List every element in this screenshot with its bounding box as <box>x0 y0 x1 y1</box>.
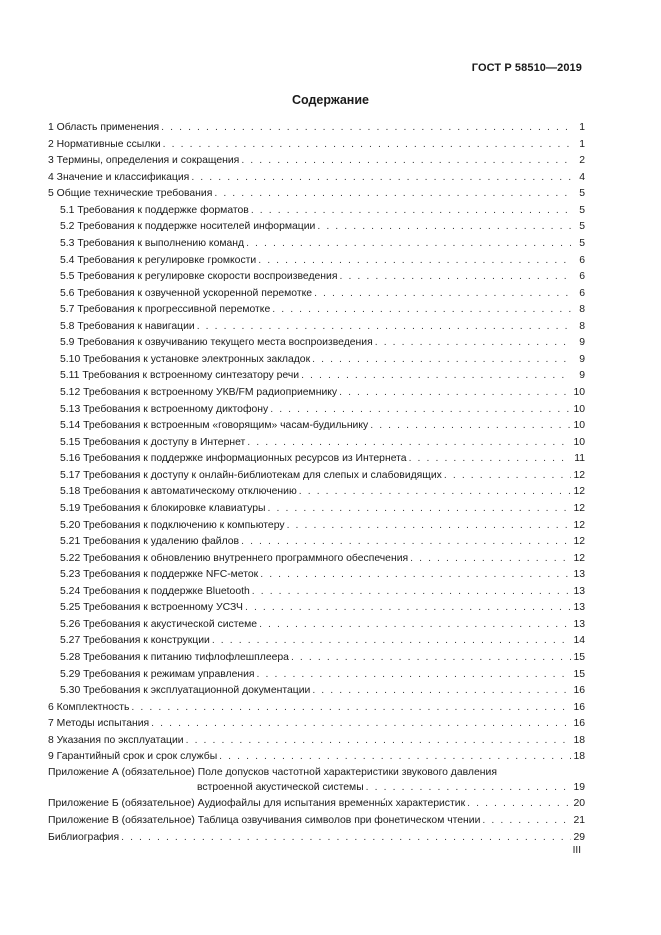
toc-entry <box>48 137 585 154</box>
toc-entry-page: 9 <box>579 353 585 365</box>
toc-entry-page: 13 <box>573 618 585 630</box>
toc-entry-page: 6 <box>579 271 585 283</box>
toc-entry-label: 1 Область применения <box>48 122 160 133</box>
dot-leader <box>121 830 571 847</box>
toc-entry-page: 12 <box>573 502 585 514</box>
toc-entry <box>48 650 585 667</box>
toc-entry-page: 9 <box>579 337 585 349</box>
dot-leader <box>259 617 571 634</box>
toc-entry-label: 5.1 Требования к поддержке форматов <box>60 204 249 216</box>
toc-entry-page: 12 <box>573 469 585 481</box>
toc-entry <box>48 813 585 830</box>
toc-entry-label: 6 Комплектность <box>48 701 130 713</box>
dot-leader <box>409 451 571 468</box>
toc-entry <box>48 385 585 402</box>
toc-entry-page: 10 <box>573 403 585 415</box>
toc-entry-page: 10 <box>573 420 585 432</box>
toc-entry-page: 1 <box>579 122 585 133</box>
toc-entry-page: 8 <box>579 304 585 316</box>
dot-leader <box>317 219 571 236</box>
dot-leader <box>151 716 571 733</box>
dot-leader <box>241 534 571 551</box>
toc-entry <box>48 368 585 385</box>
toc-entry-label: 5.23 Требования к поддержке NFC-меток <box>60 569 259 581</box>
toc-entry <box>48 683 585 700</box>
dot-leader <box>268 501 572 518</box>
dot-leader <box>161 120 571 137</box>
toc-entry-page: 12 <box>573 536 585 548</box>
toc-entry-label: 5.9 Требования к озвучиванию текущего места воспроизведения <box>60 337 373 349</box>
toc-entry-label: 5.14 Требования к встроенным «говорящим» часам-будильнику <box>60 420 369 432</box>
toc-entry-label: 5.16 Требования к поддержке информационных ресурсов из Интернета <box>60 453 407 465</box>
toc-title: Содержание <box>291 93 369 107</box>
toc-entry-page: 4 <box>579 171 585 183</box>
dot-leader <box>251 203 571 220</box>
toc-entry-label: 5.10 Требования к установке электронных закладок <box>60 353 311 365</box>
dot-leader <box>291 650 571 667</box>
toc-entry <box>48 186 585 203</box>
toc-entry-page: 15 <box>573 652 585 663</box>
toc-entry-label: 5.21 Требования к удалению файлов <box>60 536 240 548</box>
dot-leader <box>186 733 571 750</box>
toc-entry <box>48 733 585 750</box>
toc-entry <box>48 667 585 684</box>
toc-entry <box>48 501 585 518</box>
toc-entry-appendix-a <box>48 766 585 797</box>
toc-entry <box>48 236 585 253</box>
toc-entry-label: 5.8 Требования к навигации <box>60 320 195 332</box>
toc-entry-page: 20 <box>573 798 585 810</box>
toc-entry <box>48 534 585 551</box>
dot-leader <box>299 484 571 501</box>
dot-leader <box>260 567 571 584</box>
toc-entry-label: 5.26 Требования к акустической системе <box>60 618 258 630</box>
toc-entry-page: 5 <box>579 221 585 233</box>
toc-entry-label: 5.30 Требования к эксплуатационной документации <box>60 685 311 697</box>
toc-entry <box>48 551 585 568</box>
toc-entry <box>48 253 585 270</box>
toc-entry-page: 14 <box>573 635 585 647</box>
toc-entry-page: 5 <box>579 237 585 249</box>
toc-entry-page: 16 <box>573 718 585 730</box>
dot-leader <box>241 153 571 170</box>
toc-entry-page: 15 <box>573 668 585 680</box>
dot-leader <box>258 253 571 270</box>
toc-entry-page: 12 <box>573 552 585 564</box>
toc-entry <box>48 402 585 419</box>
toc-entry-page: 16 <box>573 685 585 697</box>
dot-leader <box>366 780 571 796</box>
dot-leader <box>245 600 571 617</box>
toc-entry <box>48 600 585 617</box>
dot-leader <box>314 286 571 303</box>
dot-leader <box>272 302 571 319</box>
dot-leader <box>482 813 571 830</box>
toc-entry-page: 29 <box>573 831 585 843</box>
toc-entry <box>48 219 585 236</box>
toc-entry-page: 19 <box>573 782 585 794</box>
dot-leader <box>219 749 571 766</box>
toc-entry-label: 5.27 Требования к конструкции <box>60 635 210 647</box>
toc-entry-label: 9 Гарантийный срок и срок службы <box>48 751 218 763</box>
toc-entry <box>48 567 585 584</box>
toc-entry-page: 1 <box>579 138 585 150</box>
toc-entry <box>48 120 585 137</box>
toc-entry <box>48 352 585 369</box>
toc-entry <box>48 335 585 352</box>
toc-entry-label: 4 Значение и классификация <box>48 171 190 183</box>
toc-entry <box>48 203 585 220</box>
dot-leader <box>270 402 571 419</box>
toc-entry-label: 5.11 Требования к встроенному синтезатору речи <box>60 370 300 382</box>
toc-entry-label: 5 Общие технические требования <box>48 188 213 200</box>
toc-entry-page: 2 <box>579 155 585 167</box>
dot-leader <box>444 468 571 485</box>
dot-leader <box>131 700 571 717</box>
toc-entry-label: 5.18 Требования к автоматическому отключению <box>60 486 297 498</box>
dot-leader <box>410 551 571 568</box>
dot-leader <box>312 683 571 700</box>
toc-entry-label: Библиография <box>48 831 120 843</box>
toc-entry <box>48 435 585 452</box>
toc-entry-page: 9 <box>579 370 585 382</box>
toc-entry-label: 5.6 Требования к озвученной ускоренной перемотке <box>60 287 313 299</box>
toc-entry-page: 12 <box>573 486 585 498</box>
toc-entry-page: 6 <box>579 254 585 266</box>
toc-entry-label: 5.4 Требования к регулировке громкости <box>60 254 257 266</box>
dot-leader <box>370 418 571 435</box>
toc-entry-label: 2 Нормативные ссылки <box>48 138 161 150</box>
dot-leader <box>467 796 571 813</box>
toc-entry <box>48 319 585 336</box>
toc-entry <box>48 269 585 286</box>
dot-leader <box>301 368 571 385</box>
toc-entry-label: Приложение В (обязательное) Таблица озвучивания символов при фонетическом чтении <box>48 815 481 826</box>
dot-leader <box>191 170 571 187</box>
dot-leader <box>287 518 571 535</box>
toc-entry-label: 7 Методы испытания <box>48 718 150 730</box>
toc-entry-label: 3 Термины, определения и сокращения <box>48 155 240 167</box>
toc-entry-page: 11 <box>574 453 585 465</box>
toc-entry-label: 8 Указания по эксплуатации <box>48 734 184 746</box>
toc-entry <box>48 302 585 319</box>
dot-leader <box>197 319 571 336</box>
toc-entry <box>48 700 585 717</box>
toc-entry-label: 5.13 Требования к встроенному диктофону <box>60 403 269 415</box>
toc-entry <box>48 153 585 170</box>
toc-entry-label: 5.7 Требования к прогрессивной перемотке <box>60 304 271 316</box>
toc-entry-page: 13 <box>573 569 585 581</box>
toc-entry-page: 8 <box>579 320 585 332</box>
toc-entry <box>48 418 585 435</box>
page-number: III <box>572 845 581 856</box>
toc-entry <box>48 451 585 468</box>
toc-entry-page: 10 <box>573 436 585 448</box>
toc-entry-label: 5.15 Требования к доступу в Интернет <box>60 436 246 448</box>
toc-entry-page: 18 <box>573 734 585 746</box>
dot-leader <box>247 435 571 452</box>
table-of-contents <box>48 120 585 846</box>
toc-entry-continuation <box>48 780 585 796</box>
toc-entry <box>48 633 585 650</box>
toc-entry-page: 21 <box>573 815 585 826</box>
dot-leader <box>214 186 571 203</box>
dot-leader <box>339 385 571 402</box>
toc-entry-page: 5 <box>579 204 585 216</box>
toc-entry-label: 5.12 Требования к встроенному УКВ/FM радиоприемнику <box>60 387 338 398</box>
toc-entry-page: 18 <box>573 751 585 763</box>
dot-leader <box>252 584 571 601</box>
toc-entry-label: 5.5 Требования к регулировке скорости воспроизведения <box>60 271 338 283</box>
toc-entry-label: 5.24 Требования к поддержке Bluetooth <box>60 585 250 597</box>
toc-entry-page: 10 <box>573 387 585 398</box>
toc-entry <box>48 468 585 485</box>
toc-entry <box>48 617 585 634</box>
toc-entry-page: 5 <box>579 188 585 200</box>
toc-entry-label: Приложение Б (обязательное) Аудиофайлы для испытания временны́х характеристик <box>48 798 466 810</box>
toc-entry-page: 13 <box>573 585 585 597</box>
toc-entry-label: 5.19 Требования к блокировке клавиатуры <box>60 502 266 514</box>
toc-entry <box>48 830 585 847</box>
toc-entry-label: 5.20 Требования к подключению к компьютеру <box>60 519 285 531</box>
dot-leader <box>246 236 571 253</box>
toc-entry-label: 5.2 Требования к поддержке носителей информации <box>60 221 316 233</box>
toc-entry-label: 5.17 Требования к доступу к онлайн-библиотекам для слепых и слабовидящих <box>60 469 442 481</box>
dot-leader <box>163 137 571 154</box>
toc-entry <box>48 286 585 303</box>
toc-entry-page: 6 <box>579 287 585 299</box>
toc-entry <box>48 749 585 766</box>
dot-leader <box>339 269 571 286</box>
toc-entry <box>48 584 585 601</box>
toc-entry-page: 12 <box>573 519 585 531</box>
toc-entry-page: 13 <box>573 602 585 614</box>
toc-entry-label: 5.29 Требования к режимам управления <box>60 668 255 680</box>
dot-leader <box>375 335 571 352</box>
toc-entry-label: Приложение А (обязательное) Поле допусков частотной характеристики звукового давления <box>48 766 497 778</box>
toc-entry <box>48 170 585 187</box>
toc-entry <box>48 518 585 535</box>
toc-entry-label: 5.3 Требования к выполнению команд <box>60 237 245 249</box>
document-code: ГОСТ Р 58510—2019 <box>471 62 582 74</box>
dot-leader <box>312 352 571 369</box>
toc-entry-label: 5.22 Требования к обновлению внутреннего программного обеспечения <box>60 552 409 564</box>
toc-entry <box>48 716 585 733</box>
toc-entry <box>48 796 585 813</box>
dot-leader <box>257 667 571 684</box>
dot-leader <box>212 633 571 650</box>
toc-entry-page: 16 <box>573 701 585 713</box>
toc-entry-label: 5.25 Требования к встроенному УСЗЧ <box>60 602 243 614</box>
toc-entry-label: 5.28 Требования к питанию тифлофлешплеера <box>60 652 289 663</box>
toc-entry-label-cont: встроенной акустической системы <box>197 782 364 794</box>
toc-entry <box>48 484 585 501</box>
